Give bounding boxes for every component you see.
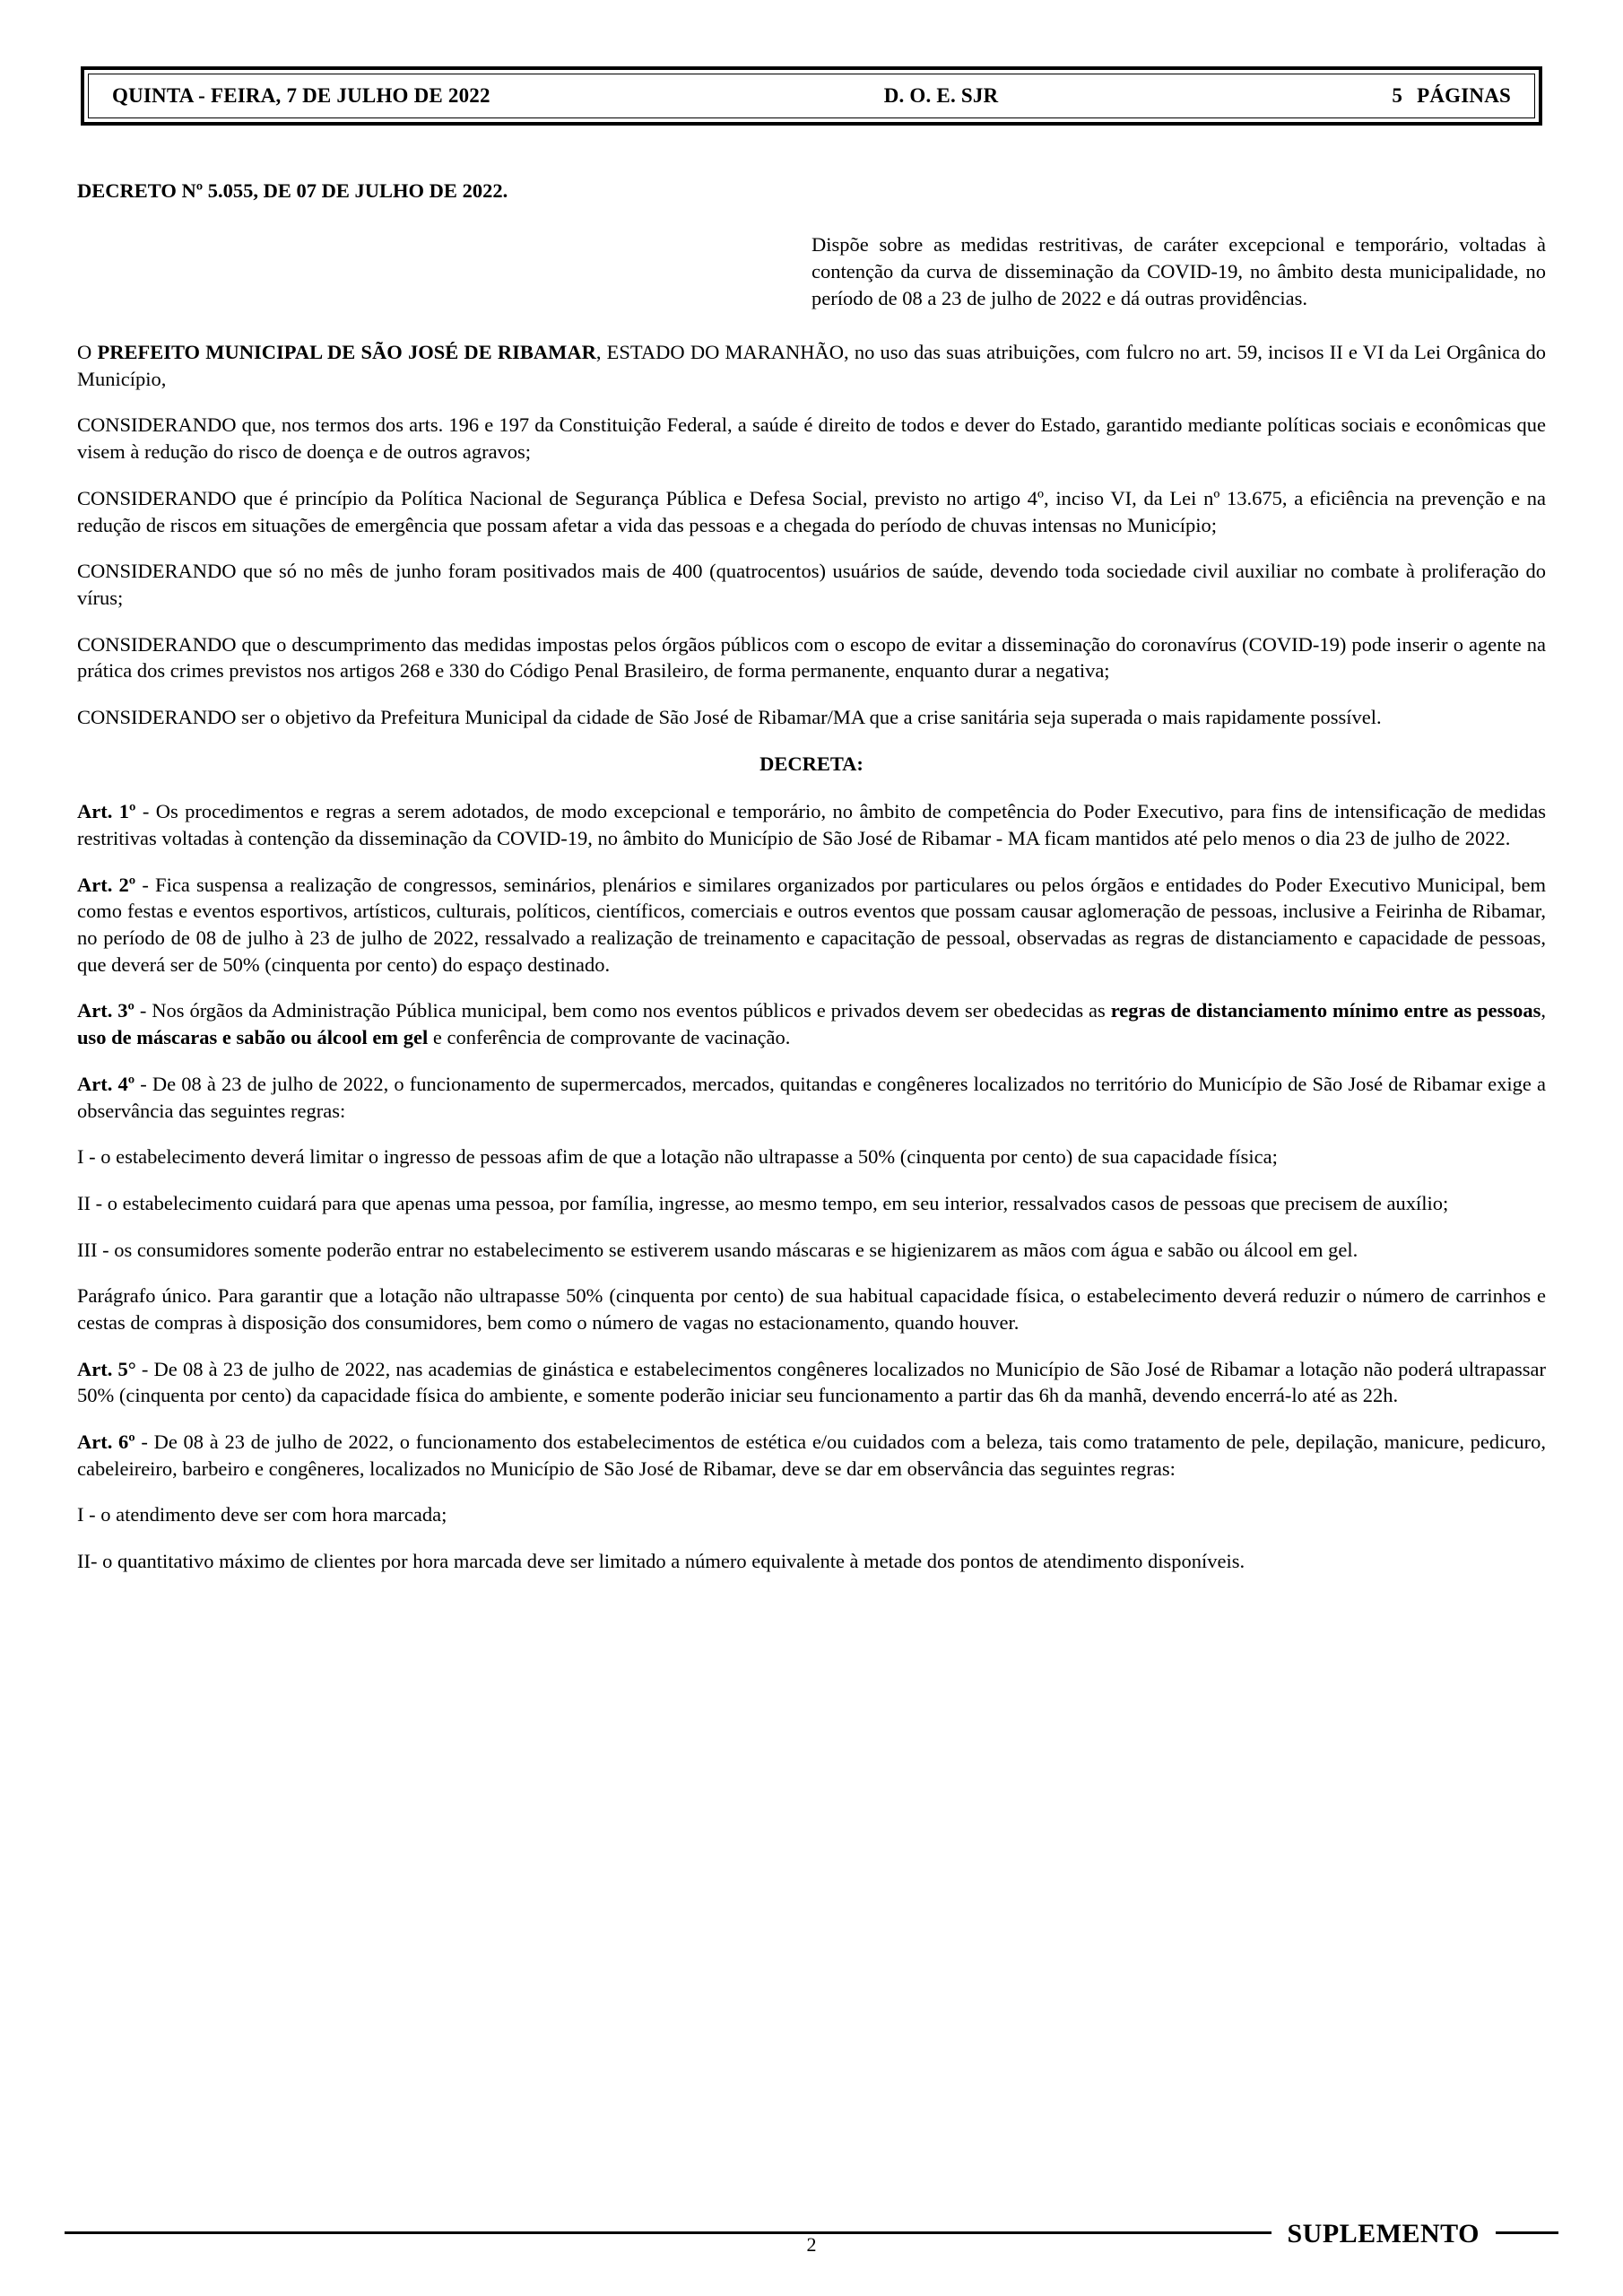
preamble-authority: PREFEITO MUNICIPAL DE SÃO JOSÉ DE RIBAMAR bbox=[97, 341, 596, 364]
masthead-page-word: PÁGINAS bbox=[1417, 84, 1511, 107]
article-4-label: Art. 4º bbox=[77, 1072, 135, 1095]
article-3-label: Art. 3º bbox=[77, 999, 135, 1022]
considerando-2: CONSIDERANDO que é princípio da Política Nacional de Segurança Pública e Defesa Social, previsto no artigo 4º, inciso VI, da Lei nº 13.675, a eficiência na prevenção e na redução de riscos em situações de emergência que possam afetar a vida das pessoas e a chegada do período de chuvas intensas no Município; bbox=[77, 486, 1546, 536]
article-3-bold-2: uso de máscaras e sabão ou álcool em gel bbox=[77, 1026, 429, 1049]
considerando-5: CONSIDERANDO ser o objetivo da Prefeitura Municipal da cidade de São José de Ribamar/MA que a crise sanitária seja superada o mais rapidamente possível. bbox=[77, 705, 1382, 728]
article-3-text-part3: e conferência de comprovante de vacinação. bbox=[428, 1026, 791, 1049]
footer-suplemento: SUPLEMENTO bbox=[1287, 2219, 1480, 2248]
article-2-text: - Fica suspensa a realização de congressos, seminários, plenários e similares organizados por particulares ou pelos órgãos e entidades do Poder Executivo Municipal, bem como festas e eventos esportivos, artísticos, culturais, políticos, científicos, comerciais e outros eventos que possam causar aglomeração de pessoas, inclusive a Feirinha de Ribamar, no período de 08 de julho à 23 de julho de 2022, ressalvado a realização de treinamento e capacitação de pessoal, observadas as regras de distanciamento e capacidade de pessoas, que deverá ser de 50% (cinquenta por cento) do espaço destinado. bbox=[77, 873, 1547, 976]
masthead bbox=[81, 66, 1542, 126]
article-6-item-1: I - o atendimento deve ser com hora marcada; bbox=[77, 1503, 447, 1526]
article-5-label: Art. 5° bbox=[77, 1357, 136, 1380]
masthead-date: QUINTA - FEIRA, 7 DE JULHO DE 2022 bbox=[112, 84, 490, 107]
masthead-pages bbox=[1392, 84, 1511, 108]
considerando-3: CONSIDERANDO que só no mês de junho foram positivados mais de 400 (quatrocentos) usuários de saúde, devendo toda sociedade civil auxiliar no combate à proliferação do vírus; bbox=[77, 560, 1546, 609]
article-2-label: Art. 2º bbox=[77, 873, 136, 896]
masthead-page-count: 5 bbox=[1392, 84, 1403, 107]
article-3-text-part2: , bbox=[1541, 999, 1546, 1022]
article-3-text-part1: - Nos órgãos da Administração Pública municipal, bem como nos eventos públicos e privados devem ser obedecidas as bbox=[134, 999, 1111, 1022]
article-6-item-2: II- o quantitativo máximo de clientes por hora marcada deve ser limitado a número equivalente à metade dos pontos de atendimento disponíveis. bbox=[77, 1550, 1245, 1573]
masthead-title: D. O. E. SJR bbox=[883, 84, 999, 107]
article-4 bbox=[77, 1071, 1546, 1124]
article-5-text: - De 08 à 23 de julho de 2022, nas academias de ginástica e estabelecimentos congêneres localizados no Município de São José de Ribamar a lotação não poderá ultrapassar 50% (cinquenta por cento) da capacidade física do ambiente, e somente poderão iniciar seu funcionamento a partir das 6h da manhã, devendo encerrá-lo até as 22h. bbox=[77, 1357, 1546, 1407]
decree-title: DECRETO Nº 5.055, DE 07 DE JULHO DE 2022. bbox=[77, 179, 508, 202]
footer-page-number: 2 bbox=[806, 2233, 817, 2256]
preamble-suffix: , ESTADO DO MARANHÃO, no uso das suas atribuições, com fulcro no art. 59, incisos II e VI da Lei Orgânica do Município, bbox=[77, 341, 1546, 390]
decree-preamble bbox=[77, 339, 1546, 392]
article-6-label: Art. 6º bbox=[77, 1431, 135, 1454]
considerando-1: CONSIDERANDO que, nos termos dos arts. 196 e 197 da Constituição Federal, a saúde é direito de todos e dever do Estado, garantido mediante políticas sociais e econômicas que visem à redução do risco de doença e de outros agravos; bbox=[77, 413, 1546, 464]
article-4-item-3: III - os consumidores somente poderão entrar no estabelecimento se estiverem usando máscaras e se higienizarem as mãos com água e sabão ou álcool em gel. bbox=[77, 1238, 1358, 1261]
article-6-text: - De 08 à 23 de julho de 2022, o funcionamento dos estabelecimentos de estética e/ou cuidados com a beleza, tais como tratamento de pele, depilação, manicure, pedicuro, cabeleireiro, barbeiro e congêneres, localizados no Município de São José de Ribamar, deve se dar em observância das seguintes regras: bbox=[77, 1431, 1546, 1480]
article-6 bbox=[77, 1429, 1546, 1482]
article-3 bbox=[77, 997, 1546, 1050]
footer-rule-left bbox=[65, 2231, 1271, 2234]
article-4-text: - De 08 à 23 de julho de 2022, o funcionamento de supermercados, mercados, quitandas e congêneres localizados no território do Município de São José de Ribamar exige a observância das seguintes regras: bbox=[77, 1072, 1547, 1122]
footer-rule-right bbox=[1496, 2231, 1558, 2234]
article-1-text: - Os procedimentos e regras a serem adotados, de modo excepcional e temporário, no âmbito de competência do Poder Executivo, para fins de intensificação de medidas restritivas voltadas à contenção da disseminação da COVID-19, no âmbito do Município de São José de Ribamar - MA ficam mantidos até pelo menos o dia 23 de julho de 2022. bbox=[77, 800, 1546, 850]
article-1-label: Art. 1º bbox=[77, 800, 136, 823]
paragrafo-unico: Parágrafo único. Para garantir que a lotação não ultrapasse 50% (cinquenta por cento) de sua habitual capacidade física, o estabelecimento deverá reduzir o número de carrinhos e cestas de compras à disposição dos consumidores, bem como o número de vagas no estacionamento, quando houver. bbox=[77, 1284, 1546, 1334]
document-content bbox=[77, 178, 1546, 1575]
article-5 bbox=[77, 1356, 1546, 1409]
decreta-label: DECRETA: bbox=[759, 752, 864, 775]
article-3-bold-1: regras de distanciamento mínimo entre as pessoas bbox=[1110, 999, 1541, 1022]
article-4-item-1: I - o estabelecimento deverá limitar o ingresso de pessoas afim de que a lotação não ultrapasse a 50% (cinquenta por cento) de sua capacidade física; bbox=[77, 1145, 1278, 1169]
masthead-inner bbox=[88, 74, 1535, 118]
preamble-prefix: O bbox=[77, 341, 98, 364]
decree-ementa: Dispõe sobre as medidas restritivas, de caráter excepcional e temporário, voltadas à contenção da curva de disseminação da COVID-19, no âmbito desta municipalidade, no período de 08 a 23 de julho de 2022 e dá outras providências. bbox=[812, 232, 1546, 309]
article-4-item-2: II - o estabelecimento cuidará para que apenas uma pessoa, por família, ingresse, ao mesmo tempo, em seu interior, ressalvados casos de pessoas que precisem de auxílio; bbox=[77, 1191, 1449, 1214]
article-2 bbox=[77, 872, 1546, 978]
considerando-4: CONSIDERANDO que o descumprimento das medidas impostas pelos órgãos públicos com o escopo de evitar a disseminação do coronavírus (COVID-19) pode inserir o agente na prática dos crimes previstos nos artigos 268 e 330 do Código Penal Brasileiro, de forma permanente, enquanto durar a negativa; bbox=[77, 632, 1546, 683]
article-1 bbox=[77, 798, 1546, 851]
